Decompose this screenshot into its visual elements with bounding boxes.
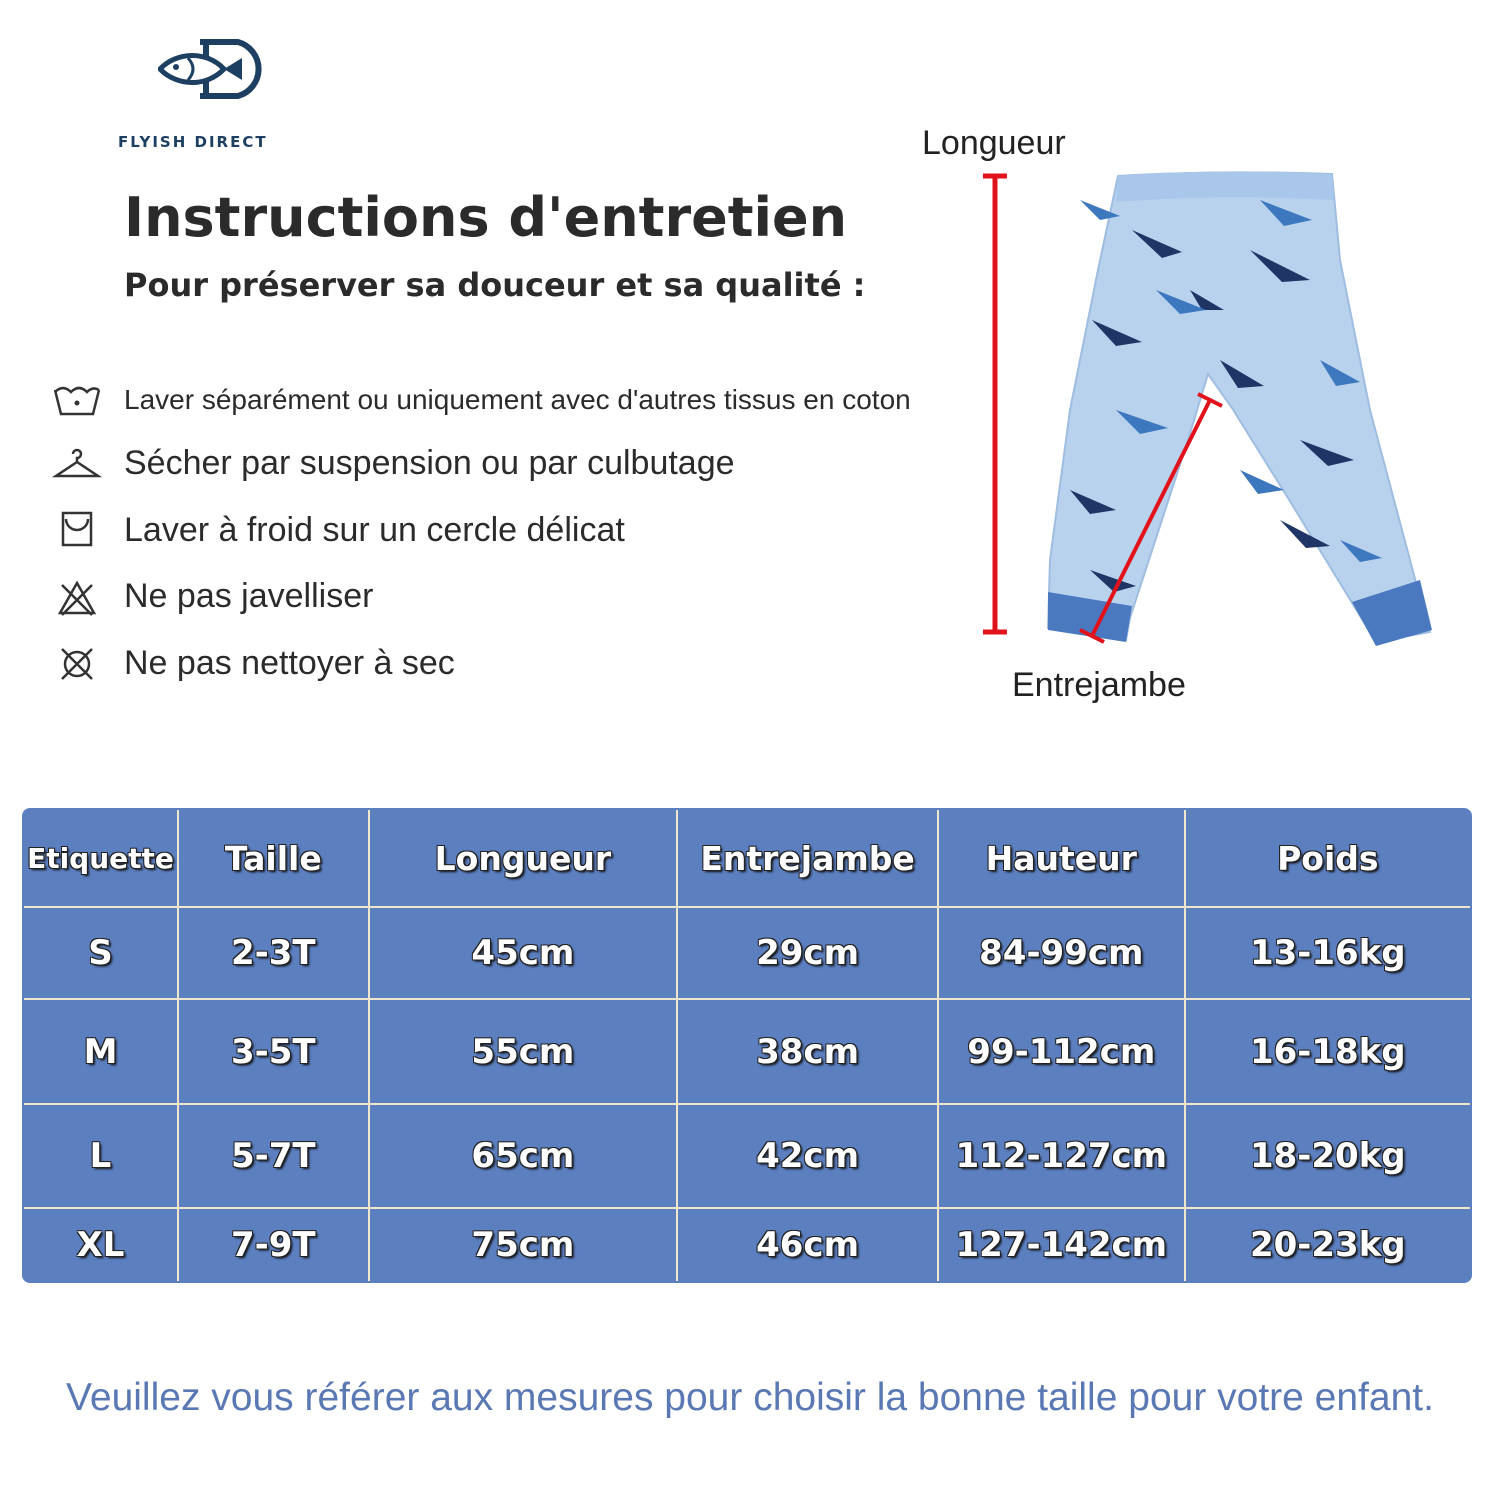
inseam-label: Entrejambe	[1012, 666, 1186, 704]
care-text: Laver à froid sur un cercle délicat	[124, 511, 625, 549]
table-header-cell: Entrejambe	[677, 809, 938, 907]
table-cell: 46cm	[677, 1208, 938, 1282]
table-cell: XL	[23, 1208, 178, 1282]
table-cell: 2-3T	[178, 907, 369, 999]
table-row	[23, 999, 1471, 1104]
page-subtitle: Pour préserver sa douceur et sa qualité :	[124, 266, 866, 304]
table-cell: 65cm	[369, 1104, 678, 1208]
table-header-cell: Hauteur	[938, 809, 1185, 907]
table-cell: 42cm	[677, 1104, 938, 1208]
table-cell: 13-16kg	[1185, 907, 1471, 999]
brand-logo	[110, 38, 320, 158]
table-cell: 18-20kg	[1185, 1104, 1471, 1208]
length-label: Longueur	[922, 124, 1066, 162]
footer-note: Veuillez vous référer aux mesures pour choisir la bonne taille pour votre enfant.	[66, 1376, 1434, 1419]
table-cell: M	[23, 999, 178, 1104]
table-cell: 84-99cm	[938, 907, 1185, 999]
care-item-wash	[52, 376, 982, 426]
care-text: Laver séparément ou uniquement avec d'autres tissus en coton	[124, 384, 911, 415]
table-row	[23, 1208, 1471, 1282]
table-header-cell: Poids	[1185, 809, 1471, 907]
hanger-icon	[52, 444, 102, 484]
table-cell: 127-142cm	[938, 1208, 1185, 1282]
measurement-illustration	[920, 120, 1480, 720]
table-cell: 29cm	[677, 907, 938, 999]
table-header-row	[23, 809, 1471, 907]
table-cell: 112-127cm	[938, 1104, 1185, 1208]
care-item-cold-wash	[52, 507, 982, 557]
table-cell: 7-9T	[178, 1208, 369, 1282]
table-cell: 45cm	[369, 907, 678, 999]
care-text: Ne pas nettoyer à sec	[124, 644, 455, 682]
table-cell: 16-18kg	[1185, 999, 1471, 1104]
pants-image	[920, 160, 1480, 700]
table-cell: 55cm	[369, 999, 678, 1104]
table-cell: 38cm	[677, 999, 938, 1104]
page-title: Instructions d'entretien	[124, 186, 848, 249]
table-cell: 3-5T	[178, 999, 369, 1104]
table-row	[23, 907, 1471, 999]
table-header-cell: Longueur	[369, 809, 678, 907]
table-cell: 20-23kg	[1185, 1208, 1471, 1282]
fish-logo-icon	[158, 38, 270, 100]
care-text: Ne pas javelliser	[124, 577, 374, 615]
care-text: Sécher par suspension ou par culbutage	[124, 444, 735, 482]
table-header-cell: Etiquette	[23, 809, 178, 907]
table-cell: 75cm	[369, 1208, 678, 1282]
table-cell: S	[23, 907, 178, 999]
brand-name: FLYISH DIRECT	[118, 133, 268, 151]
care-item-dry	[52, 440, 982, 490]
wash-tub-icon	[52, 380, 102, 420]
table-cell: L	[23, 1104, 178, 1208]
size-chart-table	[22, 808, 1472, 1283]
no-bleach-icon	[52, 577, 102, 617]
care-item-no-dry-clean	[52, 640, 982, 690]
tumble-dry-square-icon	[52, 511, 102, 551]
table-cell: 5-7T	[178, 1104, 369, 1208]
table-cell: 99-112cm	[938, 999, 1185, 1104]
table-row	[23, 1104, 1471, 1208]
table-header-cell: Taille	[178, 809, 369, 907]
care-item-no-bleach	[52, 573, 982, 623]
no-dry-clean-icon	[52, 644, 102, 684]
